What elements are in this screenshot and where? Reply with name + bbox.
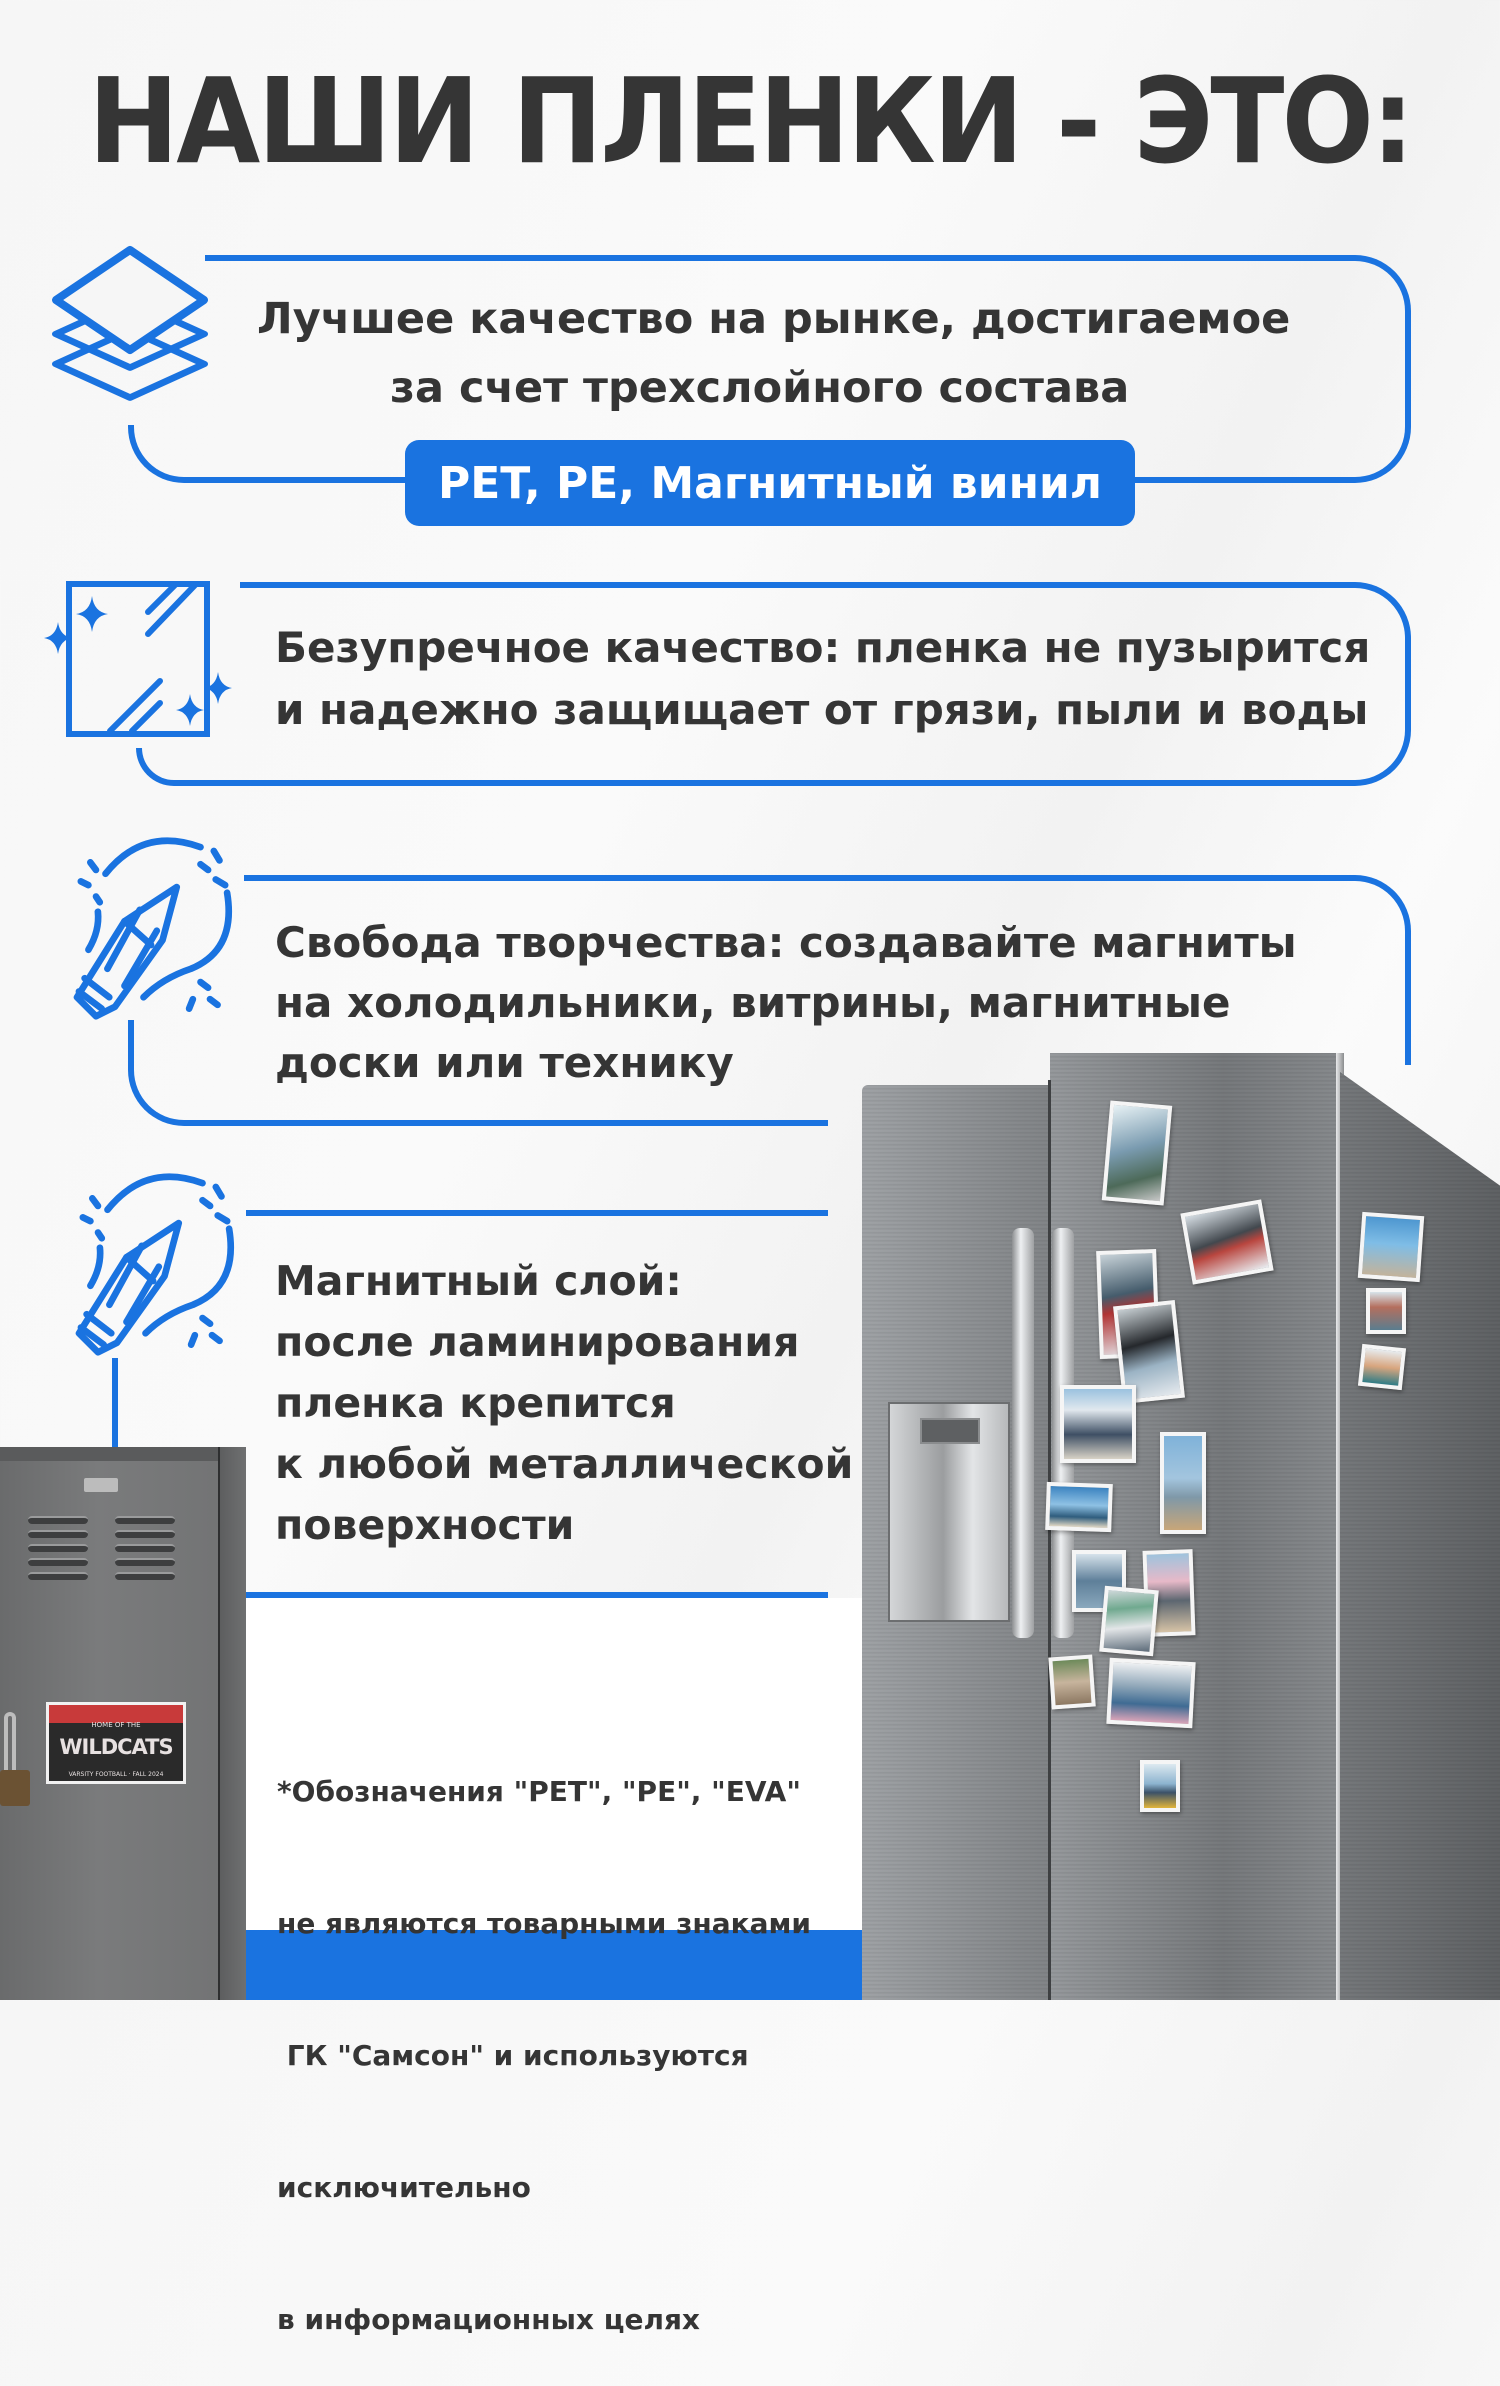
feature-text-line: Свобода творчества: создавайте магниты [275, 918, 1297, 967]
photo-magnet [1102, 1100, 1172, 1205]
padlock-shackle [4, 1712, 16, 1774]
disclaimer-text [277, 1682, 811, 2386]
feature-text-line: доски или технику [275, 1038, 734, 1087]
locker-vent [28, 1544, 88, 1552]
disclaimer-line: *Обозначения "PET", "PE", "EVA" [277, 1775, 801, 1808]
locker-vent [28, 1516, 88, 1524]
locker-vent [115, 1530, 175, 1538]
feature-box-corner [136, 748, 276, 786]
locker-vent [28, 1558, 88, 1566]
feature-box-border [246, 1210, 828, 1216]
padlock-icon [0, 1770, 30, 1806]
water-dispenser [888, 1402, 1010, 1622]
locker-vent [115, 1516, 175, 1524]
photo-magnet [1099, 1586, 1159, 1656]
locker-top [0, 1447, 246, 1461]
disclaimer-line: не являются товарными знаками [277, 1907, 811, 1940]
fridge-side-panel [1340, 1053, 1500, 2000]
locker-label-plate [84, 1478, 118, 1492]
feature-text-line: Лучшее качество на рынке, достигаемое [257, 294, 1291, 344]
locker-vent [28, 1530, 88, 1538]
feature-text-line: пленка крепится [275, 1379, 676, 1427]
sticker-title: WILDCATS [59, 1735, 173, 1759]
feature-text-line: Магнитный слой: [275, 1257, 682, 1305]
lightbulb-pencil-icon [60, 1162, 250, 1362]
locker-vent [115, 1544, 175, 1552]
locker-vent [28, 1572, 88, 1580]
dispenser-display [920, 1418, 980, 1444]
glass-sparkle-icon [36, 576, 236, 744]
locker-frame [218, 1447, 246, 2000]
feature-text-line: поверхности [275, 1501, 575, 1549]
feature-box-border [244, 875, 1355, 881]
photo-magnet [1140, 1760, 1180, 1812]
feature-text-line: за счет трехслойного состава [390, 363, 1130, 413]
disclaimer-line: в информационных целях [277, 2303, 700, 2336]
locker-vent [115, 1558, 175, 1566]
wildcats-sticker [46, 1702, 186, 1784]
photo-magnet [1160, 1432, 1206, 1534]
feature-box-corner [128, 425, 428, 483]
photo-magnet [1366, 1288, 1406, 1334]
fridge-handle-left [1012, 1228, 1034, 1638]
photo-magnet [1060, 1385, 1136, 1463]
disclaimer-line: исключительно [277, 2171, 531, 2204]
photo-magnet [1180, 1199, 1273, 1284]
locker-vent [115, 1572, 175, 1580]
feature-text-line: после ламинирования [275, 1318, 800, 1366]
fridge-door-gap [1048, 1080, 1051, 2000]
page-title: НАШИ ПЛЕНКИ - ЭТО: [88, 52, 1412, 190]
photo-magnet [1106, 1658, 1195, 1728]
feature-text-line: Безупречное качество: пленка не пузырится [275, 623, 1371, 672]
feature-text-line: на холодильники, витрины, магнитные [275, 978, 1231, 1027]
connector-line [112, 1358, 118, 1453]
photo-magnet [1358, 1212, 1424, 1282]
feature-text-line: и надежно защищает от грязи, пыли и воды [275, 685, 1369, 734]
sticker-subtitle: HOME OF THE [91, 1721, 141, 1729]
lightbulb-pencil-icon [58, 826, 248, 1026]
disclaimer-line: ГК "Самсон" и используются [277, 2039, 749, 2072]
photo-magnet [1358, 1344, 1406, 1390]
photo-magnet [1045, 1482, 1113, 1532]
feature-box-border [1300, 875, 1411, 1065]
sticker-footer: VARSITY FOOTBALL · FALL 2024 [68, 1771, 164, 1778]
layers-icon [44, 238, 216, 398]
composition-badge: PET, PE, Магнитный винил [405, 440, 1135, 526]
photo-magnet [1048, 1655, 1096, 1710]
feature-text-line: к любой металлической [275, 1440, 854, 1488]
